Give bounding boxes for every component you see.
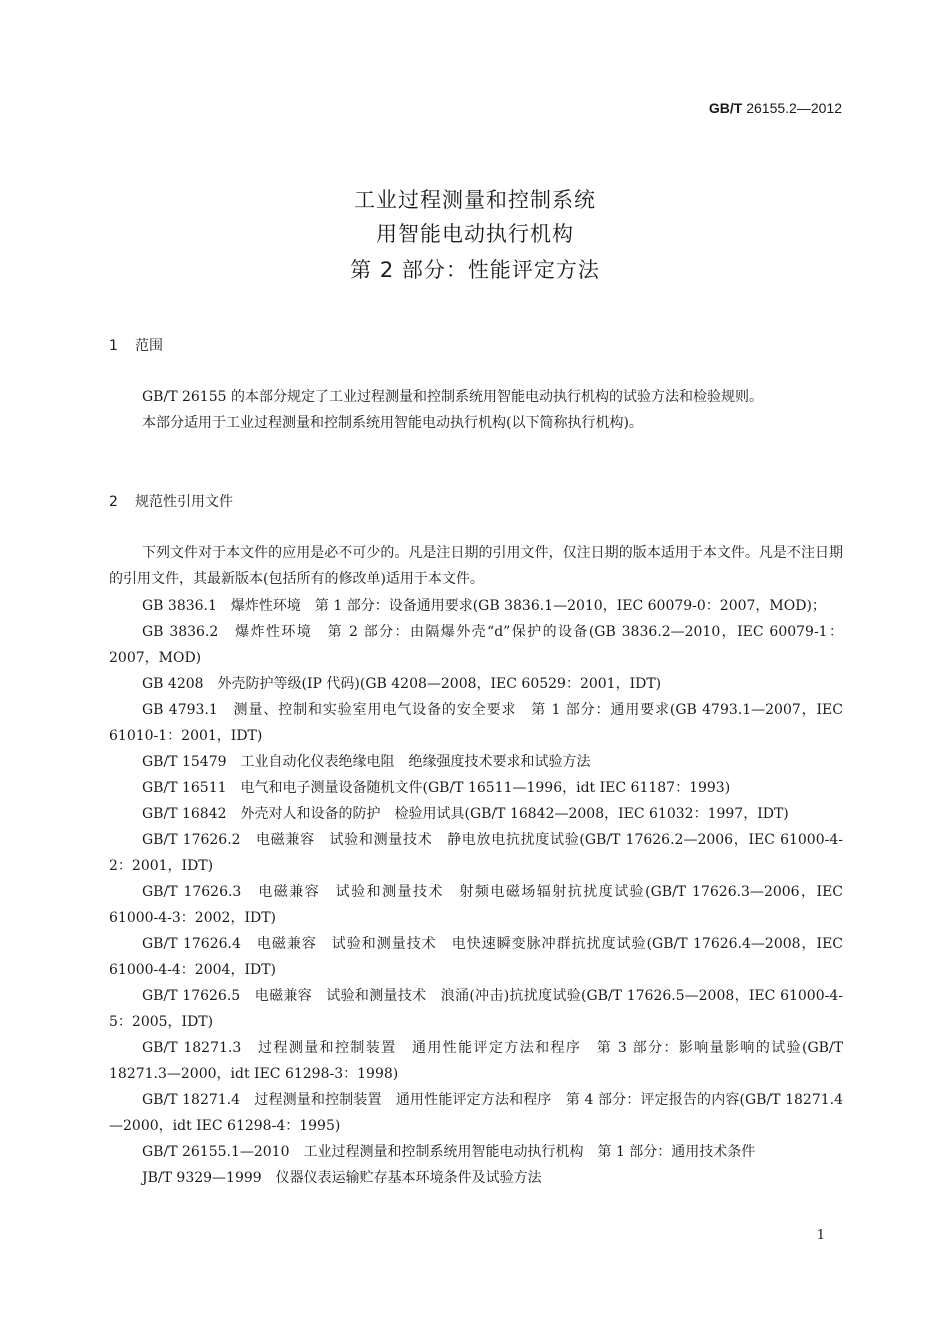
section-1-number: 1: [109, 338, 118, 354]
reference-item: GB 4793.1 测量、控制和实验室用电气设备的安全要求 第 1 部分：通用要求(GB 4793.1—2007，IEC 61010-1：2001，IDT): [109, 702, 843, 744]
standard-code: [709, 100, 842, 116]
title-line-2: 用智能电动执行机构: [376, 222, 574, 246]
reference-item: GB/T 16511 电气和电子测量设备随机文件(GB/T 16511—1996，idt IEC 61187：1993): [142, 780, 731, 796]
section-1-paragraph: 本部分适用于工业过程测量和控制系统用智能电动执行机构(以下简称执行机构)。: [142, 415, 643, 431]
section-1-heading: [109, 335, 163, 355]
title-line-1: 工业过程测量和控制系统: [354, 188, 596, 212]
reference-item: GB/T 18271.3 过程测量和控制装置 通用性能评定方法和程序 第 3 部分：影响量影响的试验(GB/T 18271.3—2000，idt IEC 61298-3：1998): [109, 1040, 843, 1082]
standard-code-number: 26155.2—2012: [746, 100, 842, 116]
reference-item: GB/T 17626.2 电磁兼容 试验和测量技术 静电放电抗扰度试验(GB/T 17626.2—2006，IEC 61000-4-2：2001，IDT): [109, 832, 843, 874]
section-1-title: 范围: [135, 338, 163, 354]
reference-item: GB 3836.2 爆炸性环境 第 2 部分：由隔爆外壳“d”保护的设备(GB 3836.2—2010，IEC 60079-1：2007，MOD): [109, 624, 843, 666]
section-2-number: 2: [109, 494, 118, 510]
section-2-title: 规范性引用文件: [135, 494, 233, 510]
section-2-intro: [109, 540, 843, 592]
reference-item: JB/T 9329—1999 仪器仪表运输贮存基本环境条件及试验方法: [142, 1170, 542, 1186]
reference-item: GB/T 17626.5 电磁兼容 试验和测量技术 浪涌(冲击)抗扰度试验(GB/T 17626.5—2008，IEC 61000-4-5：2005，IDT): [109, 988, 843, 1030]
standard-code-prefix: GB/T: [708, 100, 743, 116]
section-2-heading: [109, 491, 233, 511]
reference-item: GB 4208 外壳防护等级(IP 代码)(GB 4208—2008，IEC 60529：2001，IDT): [142, 676, 662, 692]
reference-item: GB/T 17626.3 电磁兼容 试验和测量技术 射频电磁场辐射抗扰度试验(GB/T 17626.3—2006，IEC 61000-4-3：2002，IDT): [109, 884, 843, 926]
section-1-body: [109, 384, 843, 436]
title-line-3: 第 2 部分：性能评定方法: [350, 258, 600, 282]
reference-item: GB/T 16842 外壳对人和设备的防护 检验用试具(GB/T 16842—2008，IEC 61032：1997，IDT): [142, 806, 789, 822]
section-2-intro-paragraph: 下列文件对于本文件的应用是必不可少的。凡是注日期的引用文件，仅注日期的版本适用于本文件。凡是不注日期的引用文件，其最新版本(包括所有的修改单)适用于本文件。: [109, 545, 843, 587]
reference-list: [109, 593, 843, 1191]
reference-item: GB/T 18271.4 过程测量和控制装置 通用性能评定方法和程序 第 4 部分：评定报告的内容(GB/T 18271.4—2000，idt IEC 61298-4：1995): [109, 1092, 843, 1134]
page-number: 1: [816, 1228, 825, 1243]
reference-item: GB 3836.1 爆炸性环境 第 1 部分：设备通用要求(GB 3836.1—2010，IEC 60079-0：2007，MOD)；: [142, 598, 826, 614]
reference-item: GB/T 15479 工业自动化仪表绝缘电阻 绝缘强度技术要求和试验方法: [142, 754, 591, 770]
section-1-paragraph: GB/T 26155 的本部分规定了工业过程测量和控制系统用智能电动执行机构的试验方法和检验规则。: [142, 389, 763, 405]
reference-item: GB/T 26155.1—2010 工业过程测量和控制系统用智能电动执行机构 第 1 部分：通用技术条件: [142, 1144, 756, 1160]
reference-item: GB/T 17626.4 电磁兼容 试验和测量技术 电快速瞬变脉冲群抗扰度试验(GB/T 17626.4—2008，IEC 61000-4-4：2004，IDT): [109, 936, 843, 978]
